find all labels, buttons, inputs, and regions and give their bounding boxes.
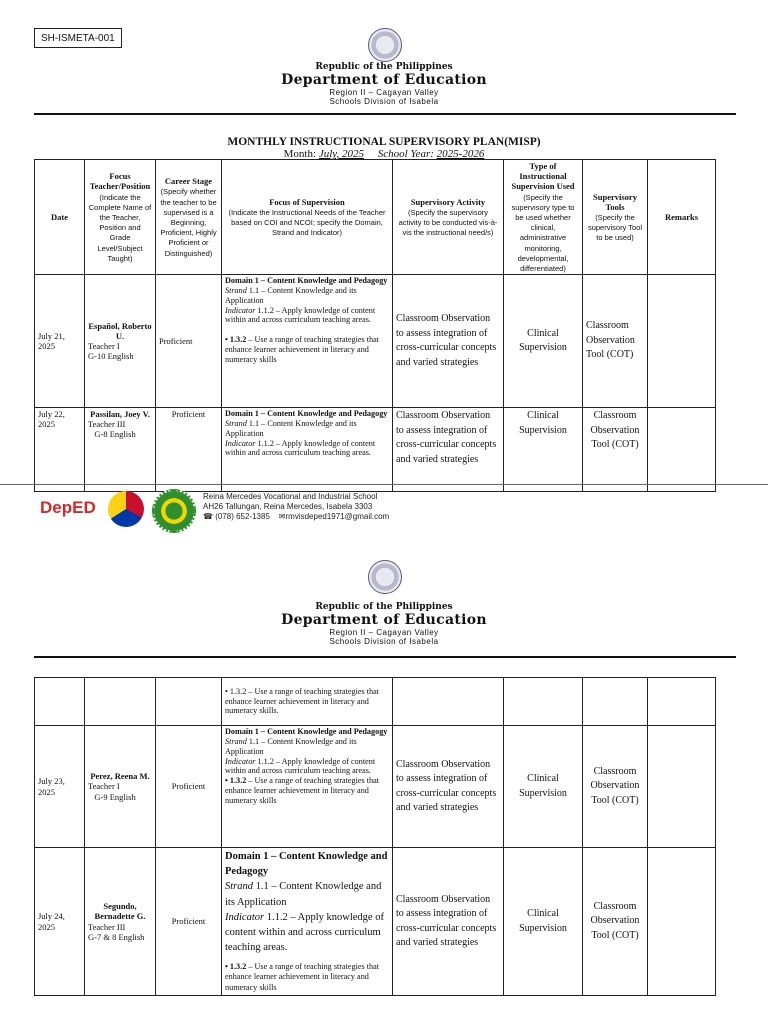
- table-row: [35, 678, 716, 726]
- table-header-row: [35, 160, 716, 275]
- row-date: July 22, 2025: [35, 408, 85, 492]
- row-teacher: Perez, Reena M. Teacher I G-9 English: [85, 726, 156, 848]
- col-stage: Career Stage (Specify whether the teacher to be supervised is a Beginning, Proficient, Highly Proficient or Distinguished): [156, 160, 222, 275]
- republic-text: Republic of the Philippines: [315, 62, 453, 72]
- row-stage: Proficient: [156, 848, 222, 996]
- row-type: Clinical Supervision: [504, 726, 583, 848]
- document-code: SH-ISMETA-001: [34, 28, 122, 48]
- row-focus: Domain 1 – Content Knowledge and Pedagogy Strand 1.1 – Content Knowledge and its Application Indicator 1.1.2 – Apply knowledge of content within and across curriculum teaching areas. • 1.3.2 – Use a range of teaching strategies that enhance learner achievement in literacy and numeracy skills: [222, 726, 393, 848]
- school-year-value: 2025-2026: [436, 148, 485, 160]
- row-type: Clinical Supervision: [504, 275, 583, 408]
- plan-title: MONTHLY INSTRUCTIONAL SUPERVISORY PLAN(MISP): [227, 136, 541, 148]
- school-name: Reina Mercedes Vocational and Industrial School: [203, 492, 378, 501]
- row-stage: Proficient: [156, 275, 222, 408]
- month-value: July, 2025: [318, 148, 365, 160]
- row-date: July 21, 2025: [35, 275, 85, 408]
- row-type: Clinical Supervision: [504, 848, 583, 996]
- row-activity: Classroom Observation to assess integration of cross-curricular concepts and varied strategies: [393, 848, 504, 996]
- header-rule: [34, 656, 736, 658]
- republic-text: Republic of the Philippines: [315, 602, 453, 612]
- row-type: Clinical Supervision: [504, 408, 583, 492]
- row-stage: Proficient: [156, 408, 222, 492]
- col-activity: Supervisory Activity (Specify the supervisory activity to be conducted vis-à-vis the instructional need/s): [393, 160, 504, 275]
- row-activity: Classroom Observation to assess integration of cross-curricular concepts and varied strategies: [393, 408, 504, 492]
- table-row: [35, 848, 716, 996]
- row-tool: Classroom Observation Tool (COT): [583, 848, 648, 996]
- row-date: July 24, 2025: [35, 848, 85, 996]
- col-tools: Supervisory Tools (Specify the supervisory Tool to be used): [583, 160, 648, 275]
- row-teacher: Passilan, Joey V. Teacher III G-8 English: [85, 408, 156, 492]
- plan-title-block: [0, 136, 768, 160]
- deped-seal-icon: [368, 560, 402, 594]
- row-activity: Classroom Observation to assess integration of cross-curricular concepts and varied strategies: [393, 275, 504, 408]
- row-remarks: [648, 726, 716, 848]
- col-date: Date: [35, 160, 85, 275]
- row-remarks: [648, 275, 716, 408]
- deped-logo: DepED: [40, 498, 96, 517]
- row-tool: Classroom Observation Tool (COT): [583, 726, 648, 848]
- division-text: Schools Division of Isabela: [329, 97, 439, 106]
- row-teacher: Español, Roberto U. Teacher I G-10 English: [85, 275, 156, 408]
- row-tool: Classroom Observation Tool (COT): [583, 408, 648, 492]
- row-tool: Classroom Observation Tool (COT): [583, 275, 648, 408]
- row-focus: • 1.3.2 – Use a range of teaching strategies that enhance learner achievement in literacy and numeracy skills.: [222, 678, 393, 726]
- school-year-label: School Year:: [377, 148, 434, 160]
- division-text: Schools Division of Isabela: [329, 637, 439, 646]
- school-address: AH26 Tallungan, Reina Mercedes, Isabela 3303: [203, 502, 373, 511]
- region-text: Region II – Cagayan Valley: [329, 628, 439, 637]
- table-row: [35, 408, 716, 492]
- row-remarks: [648, 408, 716, 492]
- col-teacher: Focus Teacher/Position (Indicate the Complete Name of the Teacher, Position and Grade Level/Subject Taught): [85, 160, 156, 275]
- school-seal-icon: [152, 489, 196, 533]
- footer-rule: [0, 484, 768, 485]
- header-rule: [34, 113, 736, 115]
- month-label: Month:: [283, 148, 317, 160]
- table-row: [35, 726, 716, 848]
- region-text: Region II – Cagayan Valley: [329, 88, 439, 97]
- row-focus: Domain 1 – Content Knowledge and Pedagogy Strand 1.1 – Content Knowledge and its Application Indicator 1.1.2 – Apply knowledge of content within and across curriculum teaching areas.: [222, 408, 393, 492]
- bagong-pilipinas-logo-icon: [108, 491, 144, 527]
- row-remarks: [648, 848, 716, 996]
- page-header: [0, 602, 768, 646]
- department-title: Department of Education: [281, 72, 487, 88]
- row-activity: Classroom Observation to assess integration of cross-curricular concepts and varied strategies: [393, 726, 504, 848]
- page-header: [0, 62, 768, 106]
- row-teacher: Segundo, Bernadette G. Teacher III G-7 & 8 English: [85, 848, 156, 996]
- row-focus: Domain 1 – Content Knowledge and Pedagogy Strand 1.1 – Content Knowledge and its Application Indicator 1.1.2 – Apply knowledge of content within and across curriculum teaching areas. • 1.3.2 – Use a range of teaching strategies that enhance learner achievement in literacy and numeracy skills: [222, 275, 393, 408]
- supervisory-plan-table: [34, 159, 716, 492]
- row-stage: Proficient: [156, 726, 222, 848]
- row-focus: Domain 1 – Content Knowledge and Pedagogy Strand 1.1 – Content Knowledge and its Application Indicator 1.1.2 – Apply knowledge of content within and across curriculum teaching areas. • 1.3.2 – Use a range of teaching strategies that enhance learner achievement in literacy and numeracy skills: [222, 848, 393, 996]
- department-title: Department of Education: [281, 612, 487, 628]
- supervisory-plan-table-continued: [34, 677, 716, 996]
- col-remarks: Remarks: [648, 160, 716, 275]
- deped-seal-icon: [368, 28, 402, 62]
- school-contacts: ☎ (078) 652-1385 ✉rmvisdeped1971@gmail.com: [203, 512, 390, 521]
- school-contact-info: [203, 492, 389, 522]
- col-focus: Focus of Supervision (Indicate the Instructional Needs of the Teacher based on COI and NCOI; specify the Domain, Strand and Indicator): [222, 160, 393, 275]
- col-type: Type of Instructional Supervision Used (Specify the supervisory type to be used whether clinical, administrative monitoring, developmental, differentiated): [504, 160, 583, 275]
- row-date: July 23, 2025: [35, 726, 85, 848]
- table-row: [35, 275, 716, 408]
